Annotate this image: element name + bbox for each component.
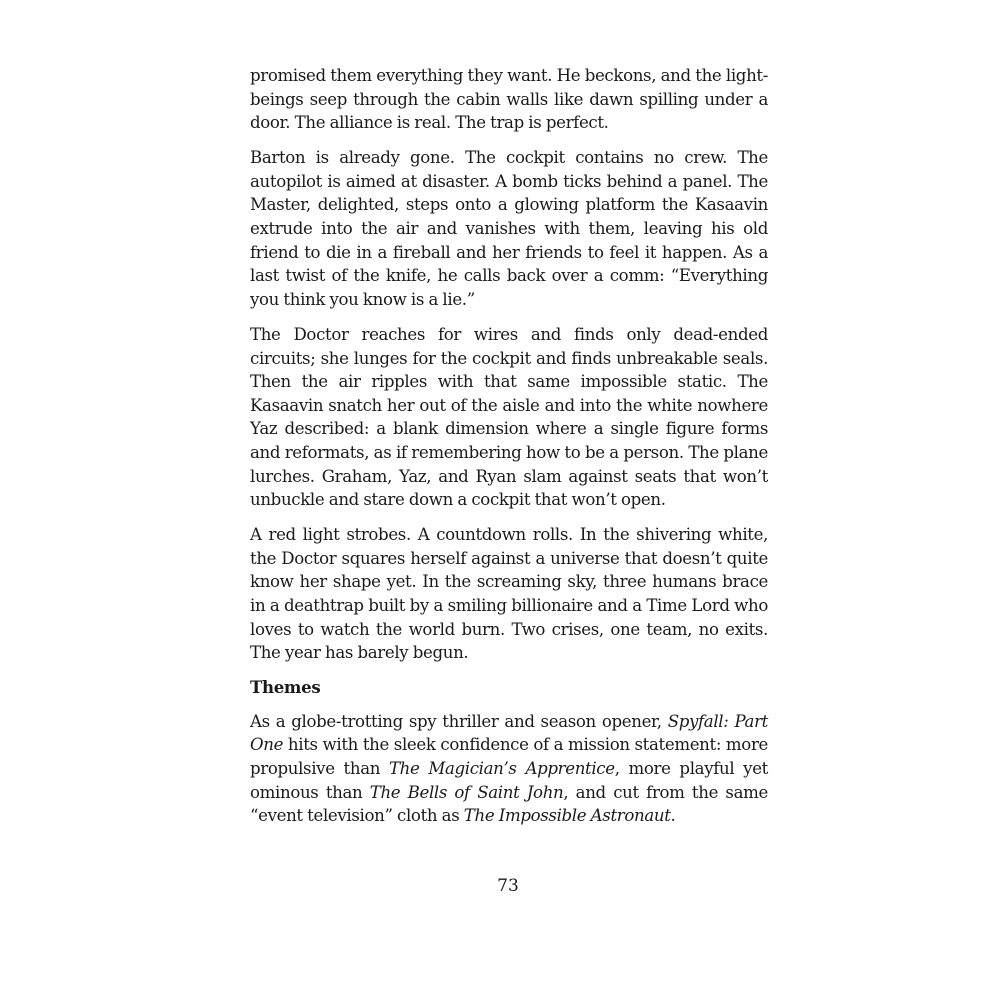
title-impossible-astronaut: The Impossible Astronaut (463, 806, 671, 826)
themes-text-1: As a globe-trotting spy thriller and season opener, (250, 711, 668, 731)
paragraph-1: promised them everything they want. He beckons, and the light-beings seep through the cabin walls like dawn spilling under a door. The alliance is real. The trap is perfect. (250, 66, 768, 133)
title-magicians-apprentice: The Magician’s Apprentice (388, 759, 615, 779)
section-heading: Themes (250, 677, 321, 698)
page-number: 73 (497, 876, 519, 896)
themes-text-3: , more playful yet ominous than (250, 759, 768, 802)
themes-text-5: . (670, 806, 676, 826)
themes-text-4: , and cut from the same “event television” cloth as (250, 782, 768, 826)
title-spyfall: Spyfall: Part One (250, 711, 768, 755)
title-bells-of-saint-john: The Bells of Saint John (369, 782, 564, 802)
paragraph-4: A red light strobes. A countdown rolls. In the shivering white, the Doctor squares herself against a universe that doesn’t quite know her shape yet. In the screaming sky, three humans brace in a deathtrap built by a smiling billionaire and a Time Lord who loves to watch the world burn. Two crises, one team, no exits. The year has barely begun. (250, 525, 768, 663)
themes-text-2: hits with the sleek confidence of a mission statement: more propulsive than (250, 735, 768, 779)
paragraph-3: The Doctor reaches for wires and finds only dead-ended circuits; she lunges for the cockpit and finds unbreakable seals. Then the air ripples with that same impossible static. The Kasaavin snatch her out of the aisle and into the white nowhere Yaz described: a blank dimension where a single figure forms and reformats, as if remembering how to be a person. The plane lurches. Graham, Yaz, and Ryan slam against seats that won’t unbuckle and stare down a cockpit that won’t open. (250, 324, 768, 510)
themes-paragraph (250, 710, 768, 828)
page-body (250, 64, 768, 839)
paragraph-2: Barton is already gone. The cockpit contains no crew. The autopilot is aimed at disaster. A bomb ticks behind a panel. The Master, delighted, steps onto a glowing platform the Kasaavin extrude into the air and vanishes with them, leaving his old friend to die in a fireball and her friends to feel it happen. As a last twist of the knife, he calls back over a comm: “Everything you think you know is a lie.” (250, 148, 768, 309)
